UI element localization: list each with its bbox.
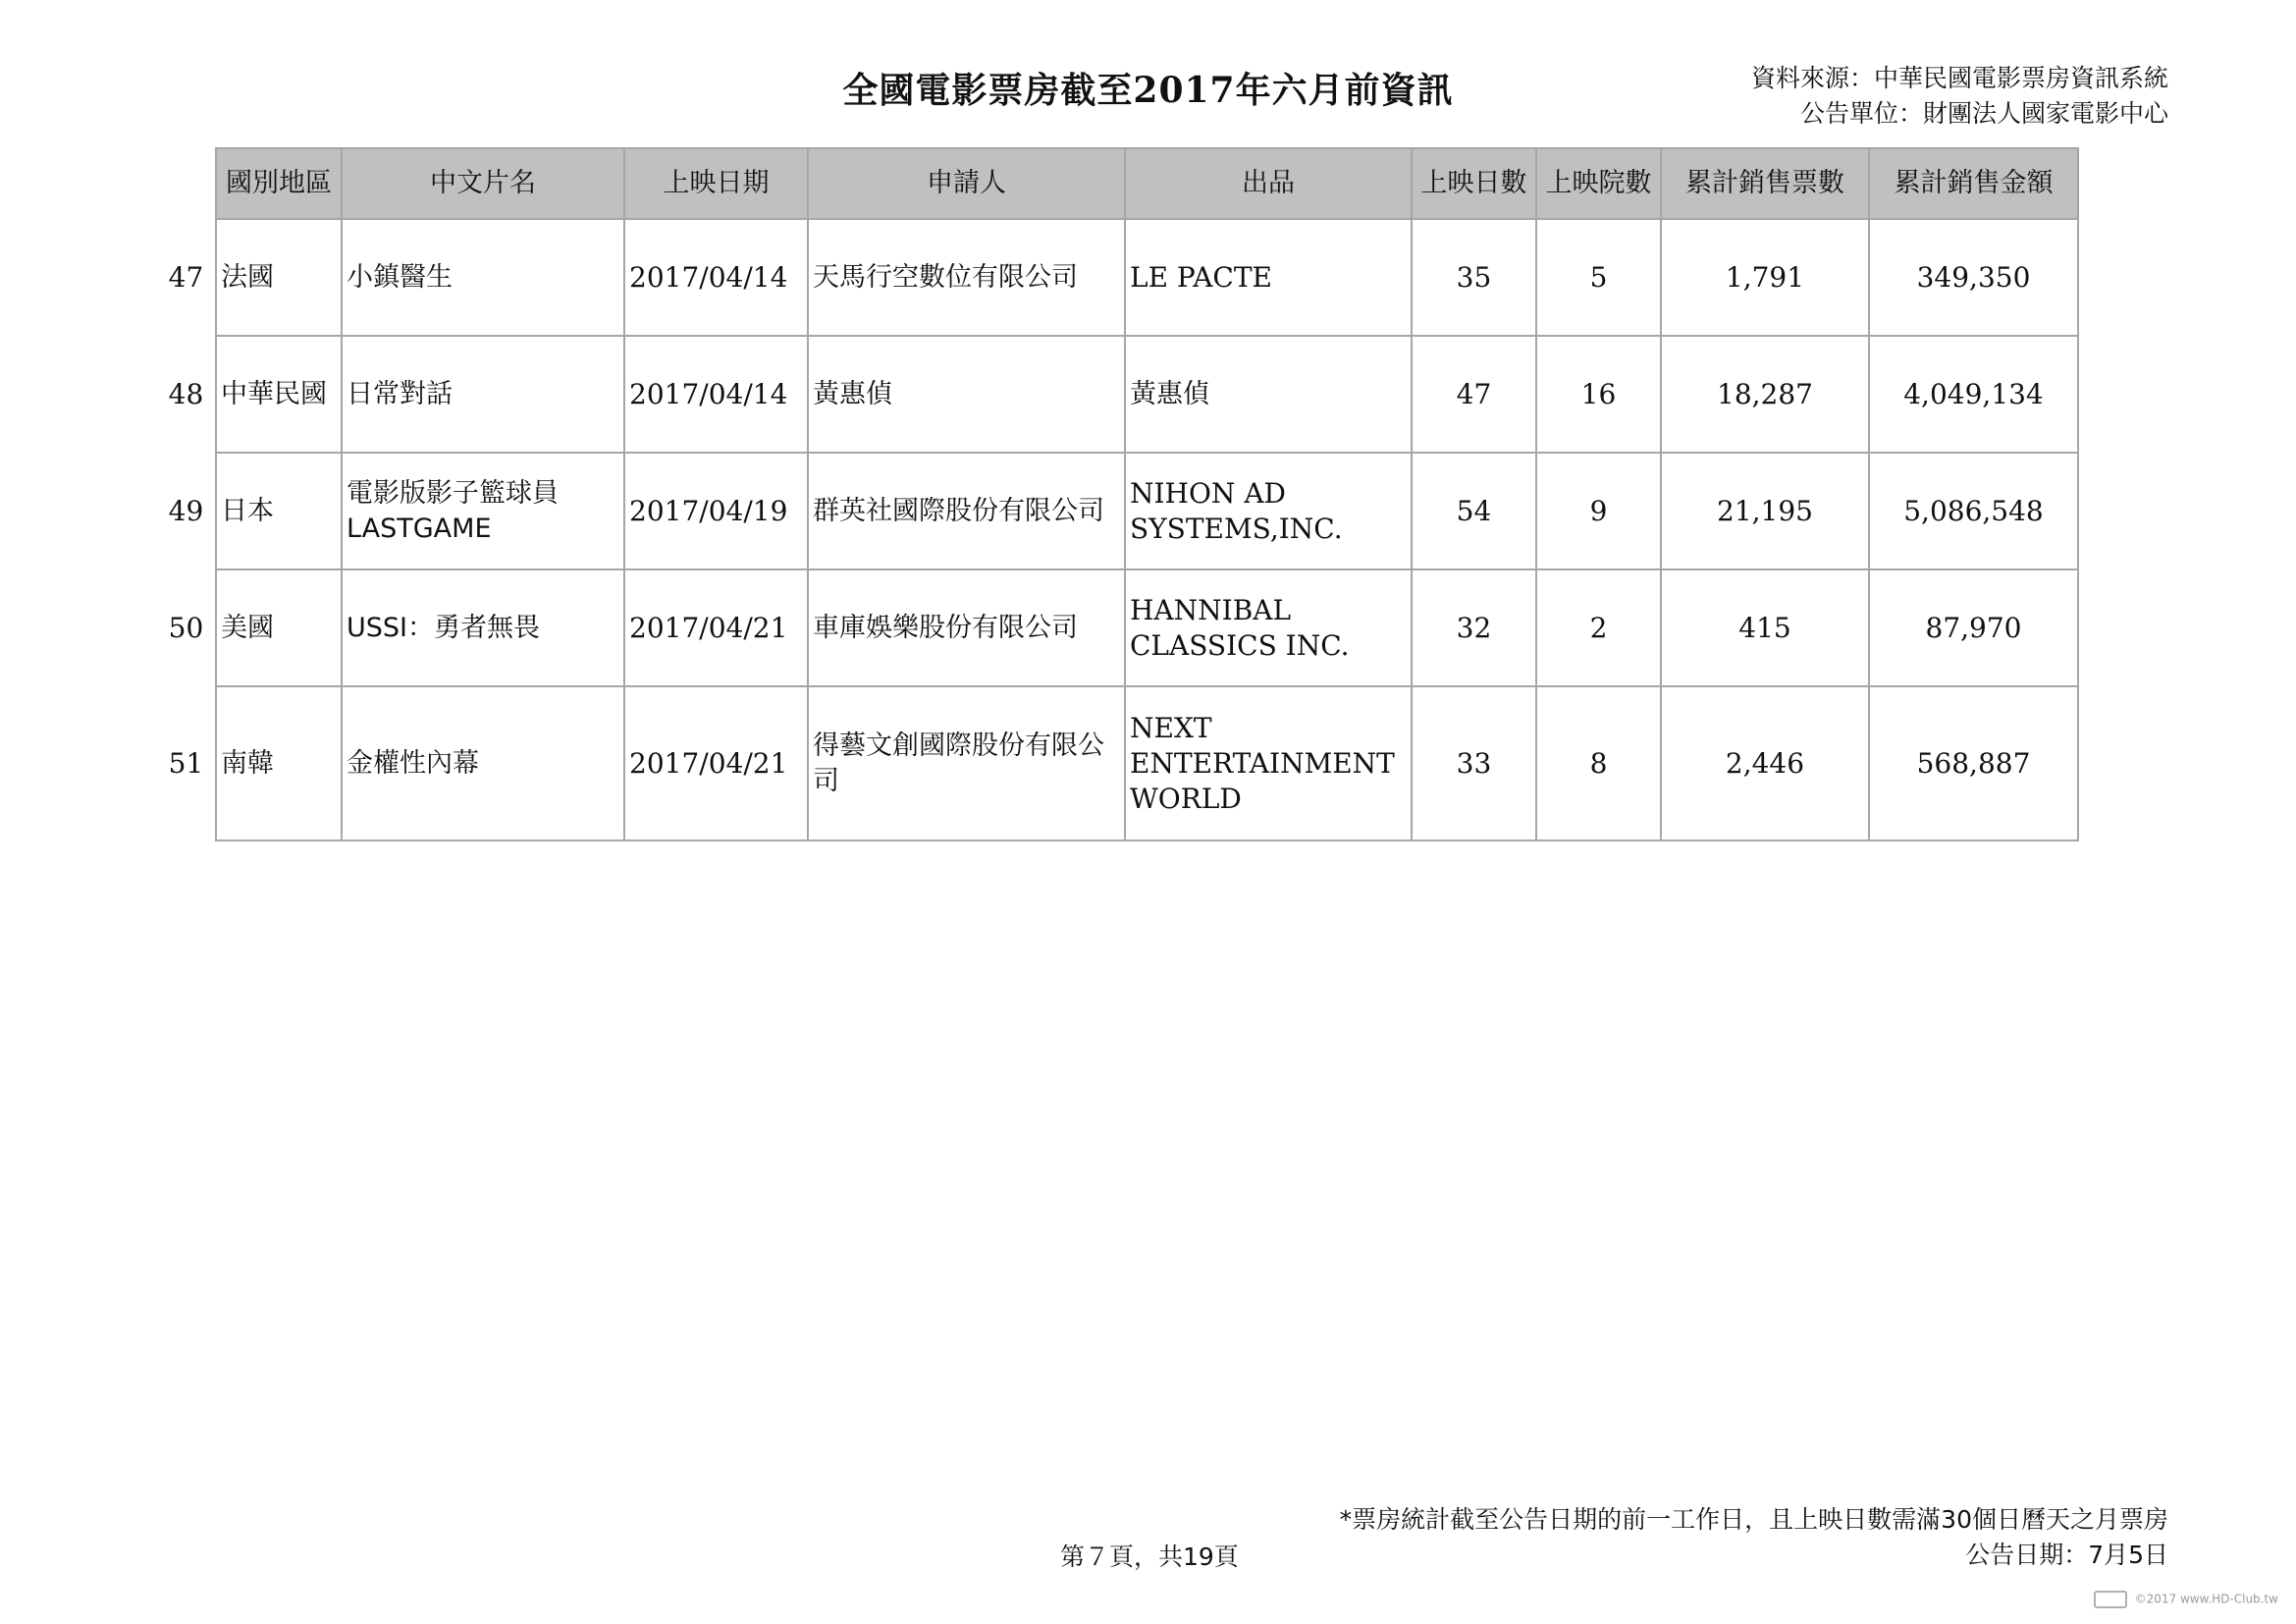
- producer-cell: HANNIBAL CLASSICS INC.: [1125, 569, 1412, 686]
- title-cell: USSI：勇者無畏: [342, 569, 624, 686]
- rank-cell: 49: [157, 453, 216, 569]
- column-header-title: 中文片名: [342, 148, 624, 219]
- title-cell: 金權性內幕: [342, 686, 624, 840]
- applicant-cell: 群英社國際股份有限公司: [808, 453, 1125, 569]
- rank-cell: 50: [157, 569, 216, 686]
- announcement-date: 公告日期：7月5日: [1965, 1541, 2168, 1569]
- watermark: [2094, 1591, 2278, 1608]
- theaters-cell: 5: [1536, 219, 1661, 336]
- applicant-cell: 車庫娛樂股份有限公司: [808, 569, 1125, 686]
- country-cell: 美國: [216, 569, 342, 686]
- applicant-cell: 得藝文創國際股份有限公司: [808, 686, 1125, 840]
- tickets-cell: 1,791: [1661, 219, 1869, 336]
- column-header-producer: 出品: [1125, 148, 1412, 219]
- table-row: [157, 453, 2078, 569]
- box-office-table: [157, 147, 2079, 841]
- hd-club-logo-icon: [2094, 1591, 2127, 1608]
- title-cell: 日常對話: [342, 336, 624, 453]
- column-header-country: 國別地區: [216, 148, 342, 219]
- source-line: 資料來源：中華民國電影票房資訊系統: [1750, 64, 2168, 92]
- rank-cell: 47: [157, 219, 216, 336]
- table-row: [157, 569, 2078, 686]
- release-date-cell: 2017/04/19: [624, 453, 808, 569]
- table-row: [157, 219, 2078, 336]
- release-date-cell: 2017/04/14: [624, 336, 808, 453]
- rank-cell: 51: [157, 686, 216, 840]
- table-row: [157, 336, 2078, 453]
- title-cell: 小鎮醫生: [342, 219, 624, 336]
- applicant-cell: 黃惠偵: [808, 336, 1125, 453]
- column-header-applicant: 申請人: [808, 148, 1125, 219]
- applicant-cell: 天馬行空數位有限公司: [808, 219, 1125, 336]
- release-date-cell: 2017/04/21: [624, 569, 808, 686]
- gross-cell: 568,887: [1869, 686, 2078, 840]
- theaters-cell: 2: [1536, 569, 1661, 686]
- tickets-cell: 21,195: [1661, 453, 1869, 569]
- country-cell: 南韓: [216, 686, 342, 840]
- producer-cell: NEXT ENTERTAINMENT WORLD: [1125, 686, 1412, 840]
- producer-cell: NIHON AD SYSTEMS,INC.: [1125, 453, 1412, 569]
- producer-cell: LE PACTE: [1125, 219, 1412, 336]
- rank-header-blank: [157, 148, 216, 219]
- page-title: 全國電影票房截至2017年六月前資訊: [842, 70, 1454, 111]
- column-header-tickets: 累計銷售票數: [1661, 148, 1869, 219]
- table-row: [157, 686, 2078, 840]
- days-cell: 35: [1412, 219, 1536, 336]
- country-cell: 中華民國: [216, 336, 342, 453]
- theaters-cell: 9: [1536, 453, 1661, 569]
- country-cell: 法國: [216, 219, 342, 336]
- theaters-cell: 16: [1536, 336, 1661, 453]
- tickets-cell: 2,446: [1661, 686, 1869, 840]
- days-cell: 33: [1412, 686, 1536, 840]
- column-header-theaters: 上映院數: [1536, 148, 1661, 219]
- release-date-cell: 2017/04/14: [624, 219, 808, 336]
- tickets-cell: 18,287: [1661, 336, 1869, 453]
- gross-cell: 87,970: [1869, 569, 2078, 686]
- tickets-cell: 415: [1661, 569, 1869, 686]
- watermark-text: ©2017 www.HD-Club.tw: [2134, 1592, 2278, 1606]
- page-number: 第７頁，共19頁: [1060, 1543, 1239, 1571]
- gross-cell: 4,049,134: [1869, 336, 2078, 453]
- gross-cell: 349,350: [1869, 219, 2078, 336]
- release-date-cell: 2017/04/21: [624, 686, 808, 840]
- country-cell: 日本: [216, 453, 342, 569]
- gross-cell: 5,086,548: [1869, 453, 2078, 569]
- producer-cell: 黃惠偵: [1125, 336, 1412, 453]
- column-header-release-date: 上映日期: [624, 148, 808, 219]
- theaters-cell: 8: [1536, 686, 1661, 840]
- publisher-line: 公告單位：財團法人國家電影中心: [1799, 99, 2168, 128]
- title-cell: 電影版影子籃球員LASTGAME: [342, 453, 624, 569]
- rank-cell: 48: [157, 336, 216, 453]
- footnote-text: *票房統計截至公告日期的前一工作日，且上映日數需滿30個日曆天之月票房: [1339, 1505, 2168, 1534]
- table-header-row: [157, 148, 2078, 219]
- source-block: [1751, 61, 2168, 132]
- column-header-gross: 累計銷售金額: [1869, 148, 2078, 219]
- days-cell: 47: [1412, 336, 1536, 453]
- days-cell: 54: [1412, 453, 1536, 569]
- footnote-block: [1340, 1502, 2168, 1573]
- column-header-days: 上映日數: [1412, 148, 1536, 219]
- days-cell: 32: [1412, 569, 1536, 686]
